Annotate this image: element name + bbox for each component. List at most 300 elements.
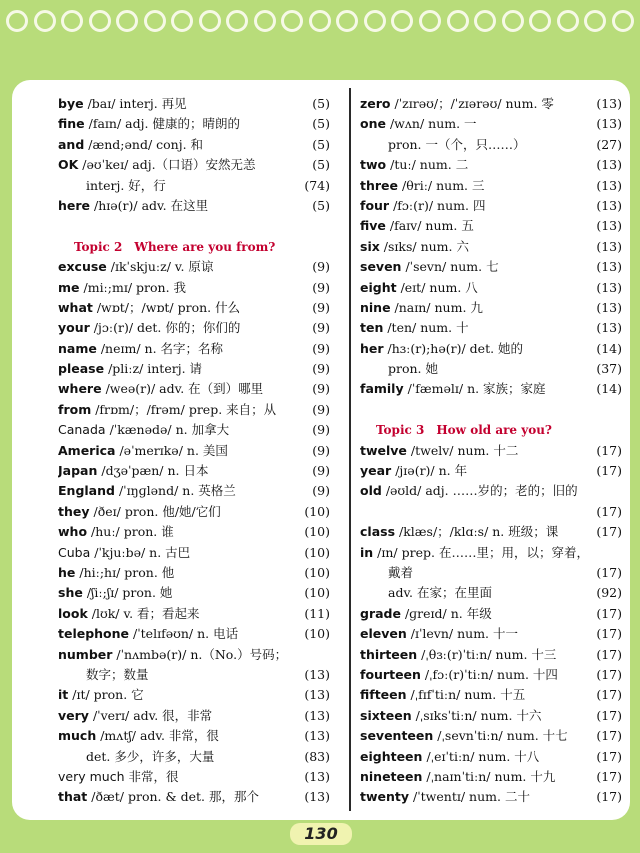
vocab-entry bbox=[58, 318, 330, 338]
header-band bbox=[0, 0, 640, 78]
entry-text bbox=[58, 339, 223, 359]
entry-text bbox=[58, 787, 259, 807]
circle-icon bbox=[557, 10, 579, 32]
vocab-entry bbox=[58, 522, 330, 542]
vocab-entry bbox=[58, 196, 330, 216]
definition: pron. 一（个，只……） bbox=[388, 136, 526, 152]
definition: /eɪt/ num. 八 bbox=[400, 279, 478, 295]
vocab-entry bbox=[58, 685, 330, 705]
entry-text bbox=[360, 706, 541, 726]
definition: /klæs/；/klɑːs/ n. 班级；课 bbox=[399, 524, 559, 540]
headword: she bbox=[58, 585, 83, 601]
headword: five bbox=[360, 218, 386, 234]
headword: that bbox=[58, 789, 88, 805]
page-reference: (13) bbox=[304, 707, 330, 723]
entry-text bbox=[360, 278, 478, 298]
definition: /ɪˈlevn/ num. 十一 bbox=[410, 626, 518, 642]
circle-icon bbox=[309, 10, 331, 32]
headword: zero bbox=[360, 96, 391, 111]
definition: /twelv/ num. 十二 bbox=[410, 442, 519, 458]
vocab-entry bbox=[58, 481, 330, 501]
headword: from bbox=[58, 401, 92, 417]
headword: twenty bbox=[360, 789, 410, 805]
entry-text bbox=[360, 543, 589, 563]
definition: /əʊˈkeɪ/ adj.（口语）安然无恙 bbox=[82, 157, 256, 173]
headword: family bbox=[360, 381, 404, 397]
topic-label: Topic 3 bbox=[376, 423, 425, 438]
vocab-entry bbox=[58, 665, 330, 685]
vocab-entry bbox=[58, 359, 330, 379]
vocab-entry bbox=[360, 176, 622, 196]
vocab-entry bbox=[360, 379, 622, 399]
entry-text bbox=[58, 135, 203, 155]
definition: /tuː/ num. 二 bbox=[390, 157, 469, 173]
entry-text bbox=[58, 176, 166, 196]
headword: number bbox=[58, 646, 113, 662]
definition: /wɒt/；/wɒt/ pron. 什么 bbox=[96, 299, 241, 315]
entry-text bbox=[58, 522, 174, 542]
headword: thirteen bbox=[360, 646, 418, 662]
vocab-entry bbox=[360, 114, 622, 134]
definition: /jɪə(r)/ n. 年 bbox=[395, 463, 468, 479]
entry-text bbox=[360, 522, 558, 542]
definition: adv. 在家；在里面 bbox=[388, 585, 492, 601]
headword: fifteen bbox=[360, 687, 407, 703]
circle-icon bbox=[529, 10, 551, 32]
vocab-entry bbox=[58, 257, 330, 277]
page-reference: (17) bbox=[596, 768, 622, 784]
page-reference: (9) bbox=[312, 463, 330, 479]
definition: /neɪm/ n. 名字；名称 bbox=[100, 340, 224, 356]
definition: /ten/ num. 十 bbox=[387, 320, 469, 336]
entry-text bbox=[58, 665, 149, 685]
vocab-entry bbox=[58, 767, 330, 787]
definition: /ˌsevnˈtiːn/ num. 十七 bbox=[437, 728, 568, 744]
definition: /ˈsevn/ num. 七 bbox=[405, 259, 499, 275]
page-reference: (13) bbox=[596, 177, 622, 193]
entry-text bbox=[58, 461, 208, 481]
definition: /ˈɪŋɡlənd/ n. 英格兰 bbox=[118, 483, 236, 499]
page-reference: (83) bbox=[304, 748, 330, 764]
topic-heading bbox=[58, 237, 330, 257]
entry-text bbox=[360, 216, 474, 236]
column-divider bbox=[349, 88, 351, 811]
entry-text bbox=[58, 767, 179, 787]
entry-text bbox=[58, 624, 238, 644]
vocab-entry bbox=[360, 645, 622, 665]
definition: /ænd;ənd/ conj. 和 bbox=[88, 136, 204, 152]
page-reference: (9) bbox=[312, 442, 330, 458]
entry-text bbox=[360, 379, 546, 399]
vocab-entry bbox=[360, 747, 622, 767]
page-reference: (9) bbox=[312, 381, 330, 397]
vocab-entry bbox=[58, 645, 330, 665]
definition: /miː;mɪ/ pron. 我 bbox=[83, 279, 187, 295]
definition: /sɪks/ num. 六 bbox=[383, 238, 469, 254]
entry-text bbox=[360, 481, 578, 501]
headword: grade bbox=[360, 605, 401, 621]
topic-heading bbox=[360, 420, 622, 440]
vocab-entry bbox=[58, 502, 330, 522]
vocab-entry bbox=[360, 726, 622, 746]
definition: /əˈmerɪkə/ n. 美国 bbox=[119, 442, 228, 458]
vocab-entry bbox=[360, 767, 622, 787]
entry-text bbox=[58, 379, 263, 399]
headword: six bbox=[360, 238, 380, 254]
page-reference: (74) bbox=[304, 177, 330, 193]
vocab-entry bbox=[58, 461, 330, 481]
vocab-entry bbox=[360, 502, 622, 522]
page-reference: (11) bbox=[304, 605, 330, 621]
entry-text bbox=[58, 441, 228, 461]
page-reference: (13) bbox=[596, 197, 622, 213]
definition: /hiː;hɪ/ pron. 他 bbox=[79, 564, 175, 580]
headword: year bbox=[360, 463, 392, 479]
page-reference: (10) bbox=[304, 564, 330, 580]
page-reference: (10) bbox=[304, 585, 330, 601]
definition: 戴着 bbox=[388, 564, 414, 580]
headword: who bbox=[58, 524, 88, 540]
definition: /hɪə(r)/ adv. 在这里 bbox=[94, 197, 209, 213]
headword: nine bbox=[360, 299, 391, 315]
vocab-entry bbox=[58, 278, 330, 298]
page-reference: (9) bbox=[312, 279, 330, 295]
headword: please bbox=[58, 361, 105, 377]
definition: /ˌfɪfˈtiːn/ num. 十五 bbox=[410, 687, 526, 703]
definition: /dʒəˈpæn/ n. 日本 bbox=[101, 463, 209, 479]
topic-question: How old are you? bbox=[436, 423, 552, 438]
page-reference: (17) bbox=[596, 707, 622, 723]
page-reference: (5) bbox=[312, 116, 330, 132]
circle-icon bbox=[171, 10, 193, 32]
entry-text bbox=[58, 400, 276, 420]
definition: /ˈtwentɪ/ num. 二十 bbox=[413, 789, 530, 805]
headword: four bbox=[360, 197, 390, 213]
page-reference: (17) bbox=[596, 646, 622, 662]
circle-icon bbox=[447, 10, 469, 32]
entry-text bbox=[58, 298, 240, 318]
vocab-entry bbox=[360, 237, 622, 257]
definition: /frɒm/；/frəm/ prep. 来自；从 bbox=[95, 401, 277, 417]
entry-text bbox=[360, 441, 518, 461]
entry-text bbox=[360, 339, 523, 359]
vocab-entry bbox=[360, 155, 622, 175]
entry-text bbox=[360, 298, 483, 318]
vocab-entry bbox=[58, 543, 330, 563]
page-reference: (13) bbox=[304, 687, 330, 703]
entry-text bbox=[58, 563, 174, 583]
vocab-entry bbox=[360, 359, 622, 379]
vocab-entry bbox=[360, 196, 622, 216]
page-reference: (14) bbox=[596, 340, 622, 356]
definition: /weə(r)/ adv. 在（到）哪里 bbox=[105, 381, 264, 397]
page-reference: (17) bbox=[596, 748, 622, 764]
page-reference: (9) bbox=[312, 320, 330, 336]
headword: seven bbox=[360, 259, 402, 275]
headword: sixteen bbox=[360, 707, 412, 723]
headword: Canada bbox=[58, 422, 106, 438]
entry-text bbox=[58, 645, 287, 665]
circle-icon bbox=[89, 10, 111, 32]
circle-icon bbox=[391, 10, 413, 32]
entry-text bbox=[360, 787, 530, 807]
vocab-entry bbox=[58, 747, 330, 767]
entry-text bbox=[360, 624, 518, 644]
vocab-entry bbox=[58, 583, 330, 603]
page-reference: (17) bbox=[596, 728, 622, 744]
page-reference: (13) bbox=[596, 218, 622, 234]
definition: /ˈzɪrəʊ/；/ˈzɪərəʊ/ num. 零 bbox=[394, 96, 554, 111]
entry-text bbox=[58, 278, 186, 298]
definition: /ˈverɪ/ adv. 很，非常 bbox=[92, 707, 213, 723]
vocab-entry bbox=[360, 257, 622, 277]
headword: bye bbox=[58, 96, 84, 111]
entry-text bbox=[58, 502, 221, 522]
vocab-entry bbox=[360, 135, 622, 155]
headword: your bbox=[58, 320, 90, 336]
page-reference: (13) bbox=[596, 116, 622, 132]
entry-text bbox=[360, 155, 468, 175]
definition: /ˌsɪksˈtiːn/ num. 十六 bbox=[415, 707, 542, 723]
definition: /θriː/ num. 三 bbox=[401, 177, 485, 193]
vocab-entry bbox=[360, 318, 622, 338]
definition: det. 多少，许多，大量 bbox=[86, 748, 215, 764]
definition: /wʌn/ num. 一 bbox=[389, 116, 477, 132]
page-reference: (13) bbox=[596, 259, 622, 275]
circle-icon bbox=[254, 10, 276, 32]
page-reference: (13) bbox=[304, 768, 330, 784]
definition: /ʃiː;ʃɪ/ pron. 她 bbox=[86, 585, 173, 601]
headword: in bbox=[360, 544, 374, 560]
entry-text bbox=[58, 94, 187, 114]
vocab-entry bbox=[360, 665, 622, 685]
headword: very much bbox=[58, 768, 125, 784]
definition: /baɪ/ interj. 再见 bbox=[87, 96, 187, 111]
definition: /ɪn/ prep. 在……里；用，以；穿着， bbox=[377, 544, 589, 560]
entry-text bbox=[58, 155, 256, 175]
circle-icon bbox=[584, 10, 606, 32]
page-reference: (17) bbox=[596, 605, 622, 621]
entry-text bbox=[360, 237, 469, 257]
page-reference: (13) bbox=[304, 666, 330, 682]
definition: /huː/ pron. 谁 bbox=[91, 524, 174, 540]
vocab-entry bbox=[360, 624, 622, 644]
vocab-entry bbox=[360, 787, 622, 807]
vocab-entry bbox=[58, 726, 330, 746]
definition: /əʊld/ adj. ……岁的；老的；旧的 bbox=[385, 483, 578, 499]
entry-text bbox=[360, 665, 558, 685]
definition: /pliːz/ interj. 请 bbox=[108, 361, 203, 377]
headword: they bbox=[58, 503, 90, 519]
page-reference: (37) bbox=[596, 361, 622, 377]
page-reference: (5) bbox=[312, 136, 330, 152]
page-reference: (9) bbox=[312, 422, 330, 438]
page-reference: (14) bbox=[596, 381, 622, 397]
headword: where bbox=[58, 381, 102, 397]
entry-text bbox=[58, 726, 219, 746]
headword: very bbox=[58, 707, 89, 723]
entry-text bbox=[58, 604, 200, 624]
entry-text bbox=[58, 706, 212, 726]
circle-icon bbox=[281, 10, 303, 32]
entry-text bbox=[360, 135, 526, 155]
page-reference: (17) bbox=[596, 503, 622, 519]
definition: /hɜː(r);hə(r)/ det. 她的 bbox=[387, 340, 524, 356]
entry-text bbox=[360, 767, 555, 787]
definition: pron. 她 bbox=[388, 361, 439, 377]
page-reference: (10) bbox=[304, 544, 330, 560]
page-reference: (17) bbox=[596, 463, 622, 479]
vocab-entry bbox=[58, 114, 330, 134]
entry-text bbox=[58, 420, 229, 440]
vocab-entry bbox=[360, 481, 622, 501]
circle-icon bbox=[612, 10, 634, 32]
page-reference: (92) bbox=[596, 585, 622, 601]
vocab-entry bbox=[360, 461, 622, 481]
circle-icon bbox=[226, 10, 248, 32]
vocab-entry bbox=[360, 216, 622, 236]
vocab-entry bbox=[58, 400, 330, 420]
headword: what bbox=[58, 299, 93, 315]
entry-text bbox=[360, 359, 438, 379]
entry-text bbox=[58, 481, 236, 501]
circle-icon bbox=[144, 10, 166, 32]
headword: twelve bbox=[360, 442, 407, 458]
page-reference: (17) bbox=[596, 442, 622, 458]
definition: /ˈfæməlɪ/ n. 家族；家庭 bbox=[407, 381, 546, 397]
entry-text bbox=[360, 726, 568, 746]
vocab-entry bbox=[58, 441, 330, 461]
page-reference: (9) bbox=[312, 483, 330, 499]
topic-label: Topic 2 bbox=[74, 239, 123, 254]
page-reference: (5) bbox=[312, 197, 330, 213]
page-reference: (5) bbox=[312, 96, 330, 111]
vocab-entry bbox=[360, 706, 622, 726]
circle-icon bbox=[6, 10, 28, 32]
page-reference: (10) bbox=[304, 503, 330, 519]
page-reference: (17) bbox=[596, 687, 622, 703]
headword: Cuba bbox=[58, 544, 91, 560]
headword: it bbox=[58, 687, 69, 703]
entry-text bbox=[360, 685, 525, 705]
entry-text bbox=[360, 257, 499, 277]
headword: her bbox=[360, 340, 384, 356]
definition: /ɪt/ pron. 它 bbox=[72, 687, 144, 703]
vocab-entry bbox=[58, 787, 330, 807]
definition: /ˌeɪˈtiːn/ num. 十八 bbox=[426, 748, 540, 764]
headword: me bbox=[58, 279, 80, 295]
headword: look bbox=[58, 605, 88, 621]
vocab-entry bbox=[58, 135, 330, 155]
definition: /ɪkˈskjuːz/ v. 原谅 bbox=[110, 259, 214, 275]
vocabulary-column-right bbox=[360, 94, 622, 808]
vocab-entry bbox=[360, 441, 622, 461]
vocab-entry bbox=[360, 522, 622, 542]
definition: /ɡreɪd/ n. 年级 bbox=[404, 605, 492, 621]
headword: excuse bbox=[58, 259, 107, 275]
entry-text bbox=[360, 318, 469, 338]
definition: /ðæt/ pron. & det. 那，那个 bbox=[91, 789, 259, 805]
vocab-entry bbox=[360, 278, 622, 298]
vocab-entry bbox=[360, 298, 622, 318]
vocab-entry bbox=[58, 176, 330, 196]
definition: /ˈkænədə/ n. 加拿大 bbox=[109, 422, 230, 438]
page-reference: (13) bbox=[304, 728, 330, 744]
page-reference: (13) bbox=[596, 96, 622, 111]
headword: one bbox=[360, 116, 386, 132]
page-reference: (13) bbox=[596, 299, 622, 315]
vocab-entry bbox=[58, 420, 330, 440]
entry-text bbox=[58, 196, 208, 216]
circle-icon bbox=[336, 10, 358, 32]
page-reference: (9) bbox=[312, 299, 330, 315]
entry-text bbox=[360, 176, 485, 196]
vocab-entry bbox=[58, 706, 330, 726]
page-reference: (13) bbox=[304, 789, 330, 805]
vocab-entry bbox=[58, 624, 330, 644]
circle-icon bbox=[116, 10, 138, 32]
headword: nineteen bbox=[360, 768, 423, 784]
vocab-entry bbox=[58, 155, 330, 175]
entry-text bbox=[360, 114, 477, 134]
headword: seventeen bbox=[360, 728, 434, 744]
page-reference: (13) bbox=[596, 320, 622, 336]
entry-text bbox=[360, 583, 492, 603]
vocab-entry bbox=[58, 604, 330, 624]
headword: eleven bbox=[360, 626, 407, 642]
definition: /ˈnʌmbə(r)/ n.（No.）号码； bbox=[116, 646, 288, 662]
page-reference: (17) bbox=[596, 626, 622, 642]
entry-text bbox=[360, 747, 539, 767]
definition: /faɪn/ adj. 健康的；晴朗的 bbox=[88, 116, 240, 132]
entry-text bbox=[58, 543, 190, 563]
headword: and bbox=[58, 136, 85, 152]
entry-text bbox=[58, 359, 202, 379]
vocab-entry bbox=[360, 583, 622, 603]
page-reference: (5) bbox=[312, 157, 330, 173]
entry-text bbox=[58, 114, 240, 134]
entry-text bbox=[58, 747, 214, 767]
page-reference: (9) bbox=[312, 401, 330, 417]
circle-icon bbox=[474, 10, 496, 32]
circle-icon bbox=[419, 10, 441, 32]
entry-text bbox=[58, 257, 213, 277]
entry-text bbox=[58, 685, 144, 705]
circle-icon bbox=[34, 10, 56, 32]
definition: /naɪn/ num. 九 bbox=[394, 299, 483, 315]
section-gap bbox=[58, 216, 330, 236]
circle-icon bbox=[364, 10, 386, 32]
page-reference: (10) bbox=[304, 524, 330, 540]
circle-icon bbox=[61, 10, 83, 32]
definition: /lʊk/ v. 看；看起来 bbox=[91, 605, 200, 621]
definition: /ˈkjuːbə/ n. 古巴 bbox=[94, 544, 191, 560]
headword: three bbox=[360, 177, 398, 193]
decorative-circles bbox=[6, 6, 634, 40]
circle-icon bbox=[502, 10, 524, 32]
headword: England bbox=[58, 483, 115, 499]
definition: /ˈtelɪfəʊn/ n. 电话 bbox=[133, 626, 239, 642]
definition: /ˌθɜː(r)ˈtiːn/ num. 十三 bbox=[421, 646, 557, 662]
vocab-entry bbox=[58, 379, 330, 399]
page-reference: (9) bbox=[312, 340, 330, 356]
headword: two bbox=[360, 157, 387, 173]
entry-text bbox=[360, 94, 554, 114]
entry-text bbox=[58, 318, 240, 338]
headword: eighteen bbox=[360, 748, 423, 764]
headword: Japan bbox=[58, 463, 98, 479]
vocab-entry bbox=[360, 94, 622, 114]
